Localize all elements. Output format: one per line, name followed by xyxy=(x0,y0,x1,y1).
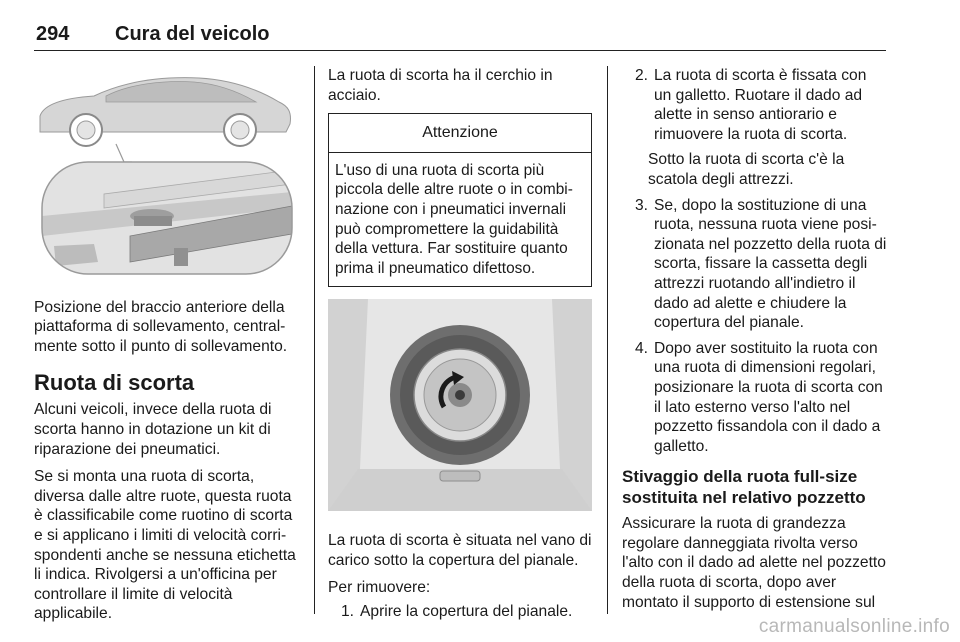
paragraph: Per rimuovere: xyxy=(328,579,431,597)
paragraph: Alcuni veicoli, invece della ruota di scorta hanno in dotazione un kit di riparazione dei pneumatici. xyxy=(34,401,272,458)
paragraph: La ruota di scorta ha il cerchio in acciaio. xyxy=(328,67,553,104)
step-number: 2. xyxy=(634,67,648,84)
step-text: La ruota di scorta è fissata con un galletto. Ruotare il dado ad alette in senso antiorario e rimuovere la ruota di scorta. xyxy=(654,67,867,143)
figure-caption: La ruota di scorta è situata nel vano di carico sotto la copertura del pianale. xyxy=(328,531,592,569)
paragraph: Assicurare la ruota di grandezza regolare danneggiata rivolta verso l'alto con il dado ad alette nel pozzetto della ruota di scorta, dopo aver montato il supporto di estensione sul xyxy=(622,515,886,611)
step-note: Sotto la ruota di scorta c'è la scatola degli attrezzi. xyxy=(648,151,845,188)
watermark: carmanualsonline.info xyxy=(758,616,950,637)
lift-point-illustration xyxy=(34,66,296,278)
step-number: 3. xyxy=(634,196,648,214)
section-heading: Ruota di scorta xyxy=(34,370,195,396)
column-divider xyxy=(607,66,608,614)
spare-wheel-illustration xyxy=(328,299,592,511)
column-left xyxy=(34,66,302,632)
warning-box xyxy=(328,113,592,287)
list-item xyxy=(622,66,888,144)
list-item xyxy=(622,196,888,333)
step-number: 4. xyxy=(634,339,648,357)
column-right xyxy=(622,66,888,620)
warning-text: L'uso di una ruota di scorta più piccola delle altre ruote o in combinazione con i pneumatici invernali può compromettere la guidabilità della vettura. Far sostituire quanto prima il pneumatico difettoso. xyxy=(335,161,573,277)
column-divider xyxy=(314,66,315,614)
step-text: Se, dopo la sostituzione di una ruota, nessuna ruota viene posizionata nel pozzetto della ruota di scorta, fissare la cassetta degli attrezzi ruotando all'indietro il dado ad alette e chiudere la copertura del pianale. xyxy=(654,196,887,332)
warning-title: Attenzione xyxy=(329,114,591,153)
step-text: Dopo aver sostituito la ruota con una ruota di dimensioni regolari, posizionare la ruota di scorta con il lato esterno verso l'alto nel pozzetto fissandola con il dado a galletto. xyxy=(654,339,883,455)
step-number: 1. xyxy=(340,602,354,620)
figure-caption: Posizione del braccio anteriore della piattaforma di sollevamento, centralmente sotto il punto di sollevamento. xyxy=(34,298,288,355)
subsection-heading: Stivaggio della ruota full-size sostituita nel relativo pozzetto xyxy=(622,467,866,508)
page-title: Cura del veicolo xyxy=(115,23,270,45)
list-item xyxy=(622,339,888,457)
list-item xyxy=(328,602,592,622)
page-header xyxy=(34,20,886,51)
paragraph: Se si monta una ruota di scorta, diversa dalle altre ruote, questa ruota è classificabile come ruotino di scorta e si applicano i limiti di velocità corrispondenti anche se nessuna etichetta li indica. Rivolgersi a un'officina per controllare il limite di velocità applicabile. xyxy=(34,468,296,623)
column-middle xyxy=(328,66,592,627)
step-text: Aprire la copertura del pianale. xyxy=(360,602,573,620)
page-number: 294 xyxy=(36,23,70,45)
